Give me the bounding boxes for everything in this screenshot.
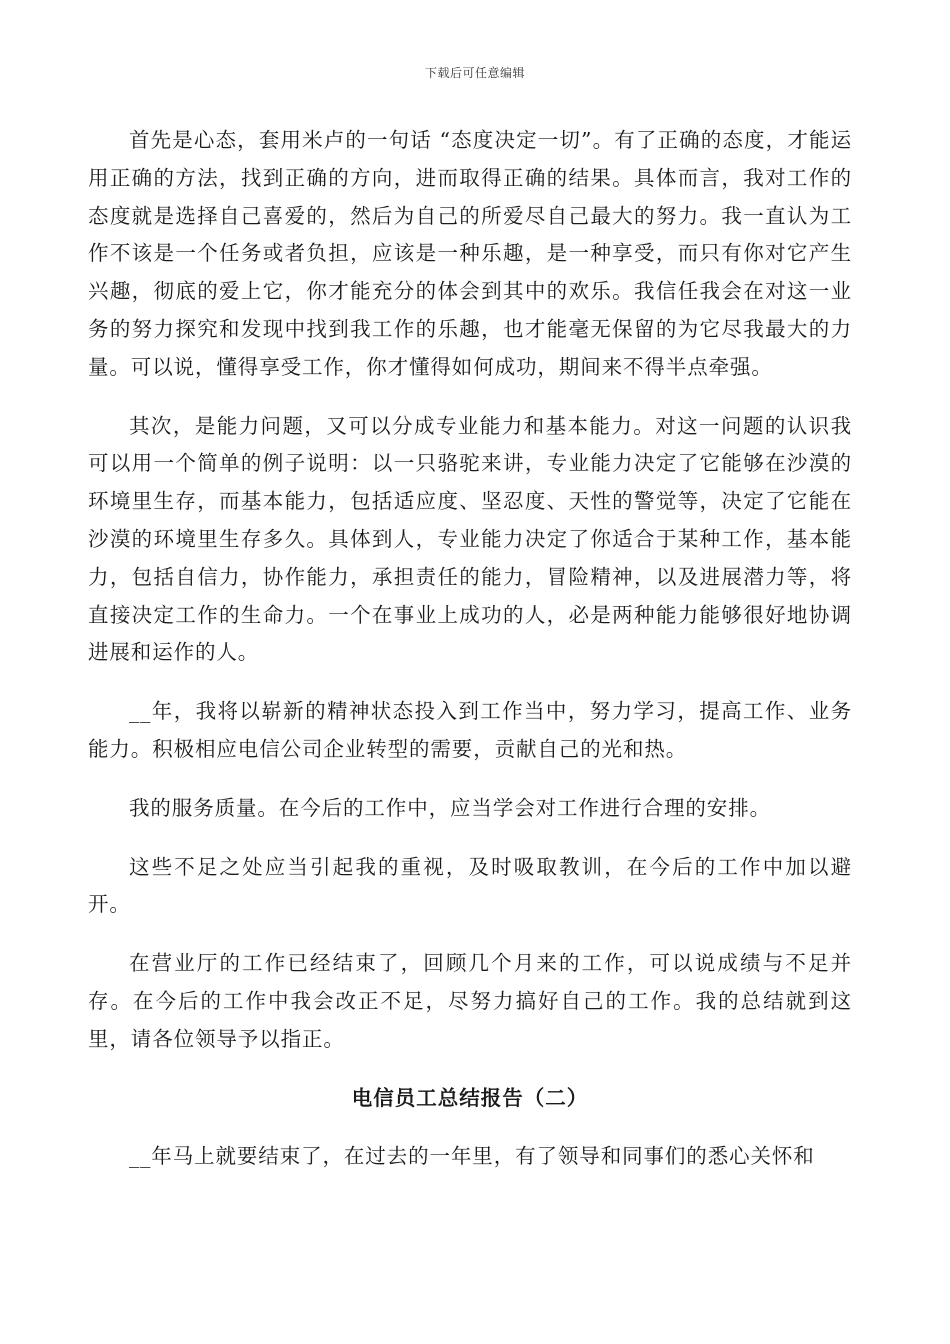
paragraph-service-quality: 我的服务质量。在今后的工作中，应当学会对工作进行合理的安排。 <box>129 795 771 820</box>
paragraph-ability: 其次，是能力问题，又可以分成专业能力和基本能力。对这一问题的认识我可以用一个简单的例子说明：以一只骆驼来讲，专业能力决定了它能够在沙漠的环境里生存，而基本能力，包括适应度、坚忍度、天性的警觉等，决定了它能在沙漠的环境里生存多久。具体到人，专业能力决定了你适合于某种工作，基本能力，包括自信力，协作能力，承担责任的能力，冒险精神，以及进展潜力等，将直接决定工作的生命力。一个在事业上成功的人，必是两种能力能够很好地协调进展和运作的人。 <box>88 413 852 665</box>
paragraph-conclusion: 在营业厅的工作已经结束了，回顾几个月来的工作，可以说成绩与不足并存。在今后的工作中我会改正不足，尽努力搞好自己的工作。我的总结就到这里，请各位领导予以指正。 <box>88 951 852 1051</box>
paragraph-next-year: __年，我将以崭新的精神状态投入到工作当中，努力学习，提高工作、业务能力。积极相应电信公司企业转型的需要，贡献自己的光和热。 <box>88 699 852 761</box>
header-note: 下载后可任意编辑 <box>424 66 525 80</box>
section-title: 电信员工总结报告（二） <box>351 1085 589 1110</box>
paragraph-shortcomings: 这些不足之处应当引起我的重视，及时吸取教训，在今后的工作中加以避开。 <box>88 854 852 917</box>
document-body <box>88 122 852 1176</box>
paragraph-year-end: __年马上就要结束了，在过去的一年里，有了领导和同事们的悉心关怀和 <box>129 1144 815 1169</box>
paragraph-attitude: 首先是心态，套用米卢的一句话 “态度决定一切”。有了正确的态度，才能运用正确的方法，找到正确的方向，进而取得正确的结果。具体而言，我对工作的态度就是选择自己喜爱的，然后为自己的所爱尽自己最大的努力。我一直认为工作不该是一个任务或者负担，应该是一种乐趣，是一种享受，而只有你对它产生兴趣，彻底的爱上它，你才能充分的体会到其中的欢乐。我信任我会在对这一业务的努力探究和发现中找到我工作的乐趣，也才能毫无保留的为它尽我最大的力量。可以说，懂得享受工作，你才懂得如何成功，期间来不得半点牵强。 <box>88 128 852 379</box>
